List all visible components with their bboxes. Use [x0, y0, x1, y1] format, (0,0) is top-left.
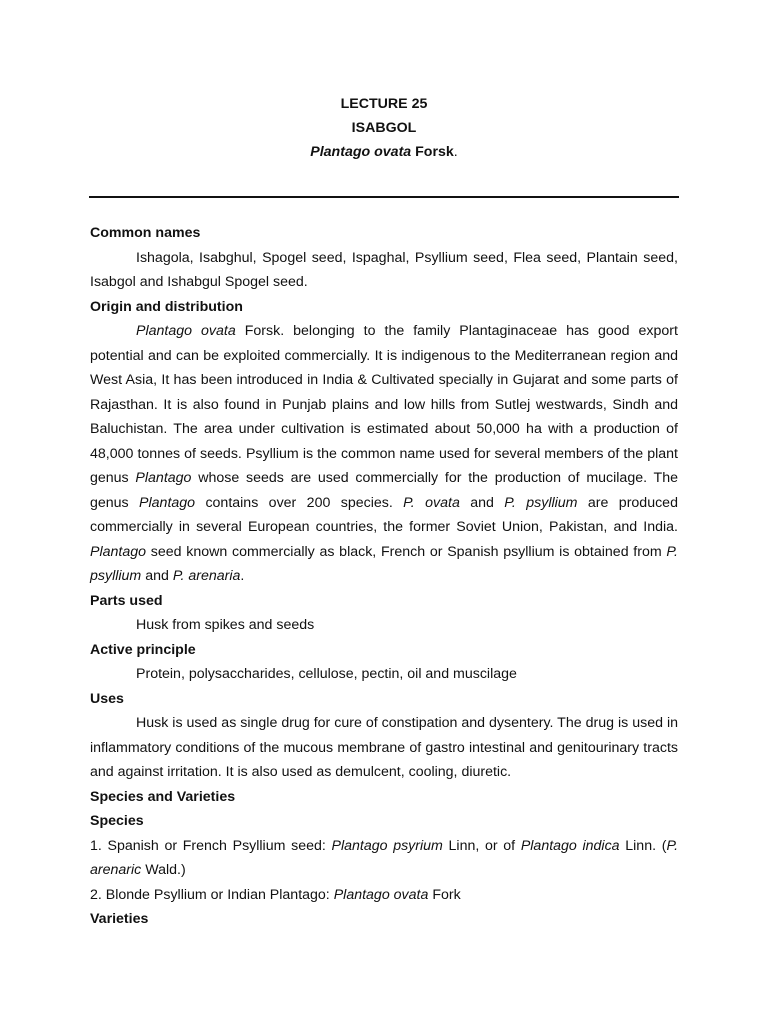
uses-text: Husk is used as single drug for cure of constipation and dysentery. The drug is used in inflammatory conditions of the mucous membrane of gastro intestinal and genitourinary tracts and against irritation. It is also used as demulcent, cooling, diuretic.	[90, 715, 678, 780]
origin-text	[90, 319, 678, 589]
species-2-text-b: Fork	[428, 886, 461, 903]
document-body	[90, 221, 678, 932]
species-item-1	[90, 834, 678, 883]
origin-text-6: seed known commercially as black, French or Spanish psyllium is obtained from	[146, 543, 667, 560]
heading-varieties: Varieties	[90, 911, 149, 927]
origin-italic-4: P. ovata	[403, 494, 460, 511]
scientific-author: Forsk	[415, 144, 454, 160]
species-1-text-d: Wald.)	[141, 862, 186, 878]
heading-common-names: Common names	[90, 225, 201, 241]
origin-text-8: .	[240, 568, 245, 584]
origin-italic-5: P. psyllium	[504, 494, 578, 511]
origin-italic-1: Plantago ovata	[136, 323, 236, 339]
origin-italic-2: Plantago	[135, 470, 192, 486]
origin-text-2: whose seeds are used commercially for the production of mucilage. The genus	[90, 470, 678, 511]
species-1-italic-1: Plantago psyrium	[331, 837, 443, 854]
species-1-text-c: Linn. (	[619, 837, 667, 854]
horizontal-rule	[89, 196, 679, 198]
species-item-2	[90, 883, 678, 908]
species-2-text-a: 2. Blonde Psyllium or Indian Plantago:	[90, 886, 334, 903]
heading-uses: Uses	[90, 690, 124, 707]
origin-italic-6: Plantago	[90, 543, 147, 560]
species-1-italic-2: Plantago indica	[520, 837, 620, 854]
origin-italic-3: Plantago	[139, 494, 196, 511]
origin-text-1: Forsk. belonging to the family Plantaginaceae has good export potential and can be exploited commercially. It is indigenous to the Mediterranean region and West Asia, It has been introduced in India & Cultivated specially in Gujarat and some parts of Rajasthan. It is also found in Punjab plains and low hills from Sutlej westwards, Sindh and Baluchistan. The area under cultivation is estimated about 50,000 ha with a production of 48,000 tonnes of seeds. Psyllium is the common name used for several members of the plant genus	[90, 323, 678, 486]
heading-species-varieties: Species and Varieties	[90, 788, 236, 805]
heading-species: Species	[90, 813, 144, 829]
origin-italic-8: P. arenaria	[172, 568, 241, 584]
parts-used-text: Husk from spikes and seeds	[136, 617, 315, 633]
scientific-name-italic: Plantago ovata	[310, 144, 412, 160]
title-block	[0, 92, 768, 164]
heading-active-principle: Active principle	[90, 641, 196, 658]
common-names-text: Ishagola, Isabghul, Spogel seed, Ispaghal, Psyllium seed, Flea seed, Plantain seed, Isabgol and Ishabgul Spogel seed.	[90, 249, 678, 290]
species-2-italic: Plantago ovata	[333, 886, 429, 903]
lecture-number: LECTURE 25	[340, 96, 428, 112]
scientific-period: .	[453, 144, 458, 160]
heading-origin: Origin and distribution	[90, 298, 243, 315]
heading-parts-used: Parts used	[90, 592, 163, 609]
active-principle-text: Protein, polysaccharides, cellulose, pectin, oil and muscilage	[136, 666, 517, 682]
crop-title: ISABGOL	[351, 120, 417, 136]
origin-text-3: contains over 200 species.	[195, 494, 404, 511]
origin-text-4: and	[459, 494, 505, 511]
origin-italic-7: P. psyllium	[90, 543, 678, 584]
origin-text-7: and	[141, 568, 173, 584]
species-1-text-b: Linn, or of	[442, 837, 521, 854]
origin-text-5: are produced commercially in several European countries, the former Soviet Union, Pakistan, and India.	[90, 494, 678, 535]
scientific-name	[0, 140, 768, 164]
species-1-italic-3: P. arenaric	[90, 837, 679, 878]
species-1-text-a: 1. Spanish or French Psyllium seed:	[90, 837, 332, 854]
